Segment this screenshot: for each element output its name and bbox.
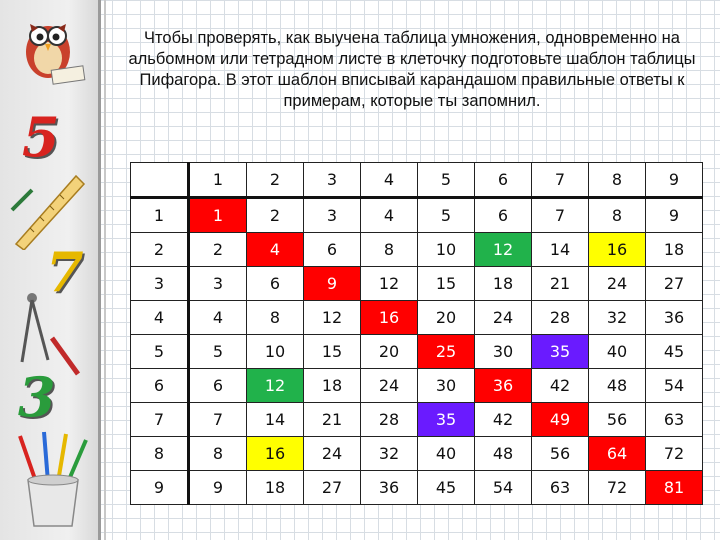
- table-corner-cell: [131, 163, 189, 198]
- product-cell: 14: [532, 233, 589, 267]
- highlighted-product-cell: 1: [189, 198, 247, 233]
- product-cell: 40: [589, 335, 646, 369]
- row-header-cell: 8: [131, 437, 189, 471]
- product-cell: 3: [189, 267, 247, 301]
- product-cell: 42: [475, 403, 532, 437]
- highlighted-product-cell: 16: [247, 437, 304, 471]
- product-cell: 14: [247, 403, 304, 437]
- product-cell: 32: [361, 437, 418, 471]
- product-cell: 18: [475, 267, 532, 301]
- product-cell: 63: [532, 471, 589, 505]
- product-cell: 18: [304, 369, 361, 403]
- table-row: [131, 233, 703, 267]
- column-header-cell: 7: [532, 163, 589, 198]
- column-header-cell: 3: [304, 163, 361, 198]
- number-seven-decoration: 7: [46, 240, 84, 304]
- highlighted-product-cell: 16: [361, 301, 418, 335]
- product-cell: 56: [589, 403, 646, 437]
- product-cell: 8: [189, 437, 247, 471]
- product-cell: 45: [646, 335, 703, 369]
- product-cell: 2: [247, 198, 304, 233]
- product-cell: 18: [247, 471, 304, 505]
- row-header-cell: 4: [131, 301, 189, 335]
- product-cell: 72: [589, 471, 646, 505]
- table-row: [131, 437, 703, 471]
- highlighted-product-cell: 36: [475, 369, 532, 403]
- product-cell: 15: [304, 335, 361, 369]
- table-row: [131, 335, 703, 369]
- product-cell: 8: [589, 198, 646, 233]
- highlighted-product-cell: 25: [418, 335, 475, 369]
- product-cell: 6: [247, 267, 304, 301]
- product-cell: 9: [189, 471, 247, 505]
- product-cell: 72: [646, 437, 703, 471]
- column-header-cell: 8: [589, 163, 646, 198]
- product-cell: 7: [189, 403, 247, 437]
- highlighted-product-cell: 49: [532, 403, 589, 437]
- highlighted-product-cell: 4: [247, 233, 304, 267]
- product-cell: 54: [475, 471, 532, 505]
- product-cell: 20: [361, 335, 418, 369]
- highlighted-product-cell: 9: [304, 267, 361, 301]
- product-cell: 30: [418, 369, 475, 403]
- product-cell: 10: [418, 233, 475, 267]
- instruction-text: Чтобы проверять, как выучена таблица умножения, одновременно на альбомном или тетрадном листе в клеточку подготовьте шаблон таблицы Пифагора. В этот шаблон вписывай карандашом правильные ответы к примерам, которые ты запомнил.: [128, 29, 696, 110]
- product-cell: 6: [475, 198, 532, 233]
- column-header-cell: 5: [418, 163, 475, 198]
- product-cell: 63: [646, 403, 703, 437]
- product-cell: 32: [589, 301, 646, 335]
- product-cell: 36: [361, 471, 418, 505]
- row-header-cell: 5: [131, 335, 189, 369]
- column-header-cell: 4: [361, 163, 418, 198]
- highlighted-product-cell: 35: [532, 335, 589, 369]
- product-cell: 7: [532, 198, 589, 233]
- product-cell: 27: [646, 267, 703, 301]
- product-cell: 2: [189, 233, 247, 267]
- row-header-cell: 9: [131, 471, 189, 505]
- product-cell: 20: [418, 301, 475, 335]
- product-cell: 5: [189, 335, 247, 369]
- product-cell: 30: [475, 335, 532, 369]
- product-cell: 48: [475, 437, 532, 471]
- row-header-cell: 2: [131, 233, 189, 267]
- product-cell: 42: [532, 369, 589, 403]
- column-header-cell: 1: [189, 163, 247, 198]
- row-header-cell: 6: [131, 369, 189, 403]
- product-cell: 40: [418, 437, 475, 471]
- product-cell: 18: [646, 233, 703, 267]
- owl-mascot-icon: [8, 6, 90, 86]
- table-row: [131, 267, 703, 301]
- column-header-cell: 2: [247, 163, 304, 198]
- highlighted-product-cell: 35: [418, 403, 475, 437]
- highlighted-product-cell: 16: [589, 233, 646, 267]
- product-cell: 24: [304, 437, 361, 471]
- highlighted-product-cell: 12: [247, 369, 304, 403]
- product-cell: 15: [418, 267, 475, 301]
- sidebar-divider: [104, 0, 106, 540]
- product-cell: 12: [304, 301, 361, 335]
- ruler-icon: [10, 170, 90, 250]
- pythagoras-multiplication-table: [130, 162, 703, 505]
- highlighted-product-cell: 12: [475, 233, 532, 267]
- product-cell: 3: [304, 198, 361, 233]
- pencil-cup-icon: [14, 430, 94, 530]
- product-cell: 56: [532, 437, 589, 471]
- table-header-row: [131, 163, 703, 198]
- product-cell: 24: [475, 301, 532, 335]
- product-cell: 27: [304, 471, 361, 505]
- product-cell: 24: [589, 267, 646, 301]
- product-cell: 6: [189, 369, 247, 403]
- product-cell: 45: [418, 471, 475, 505]
- table-row: [131, 471, 703, 505]
- product-cell: 24: [361, 369, 418, 403]
- number-three-decoration: 3: [18, 365, 56, 429]
- product-cell: 21: [304, 403, 361, 437]
- product-cell: 9: [646, 198, 703, 233]
- product-cell: 8: [361, 233, 418, 267]
- row-header-cell: 7: [131, 403, 189, 437]
- table-row: [131, 369, 703, 403]
- product-cell: 5: [418, 198, 475, 233]
- column-header-cell: 6: [475, 163, 532, 198]
- highlighted-product-cell: 81: [646, 471, 703, 505]
- product-cell: 6: [304, 233, 361, 267]
- product-cell: 21: [532, 267, 589, 301]
- row-header-cell: 1: [131, 198, 189, 233]
- product-cell: 4: [189, 301, 247, 335]
- product-cell: 28: [361, 403, 418, 437]
- product-cell: 54: [646, 369, 703, 403]
- product-cell: 48: [589, 369, 646, 403]
- table-row: [131, 403, 703, 437]
- highlighted-product-cell: 64: [589, 437, 646, 471]
- product-cell: 36: [646, 301, 703, 335]
- table-row: [131, 301, 703, 335]
- product-cell: 10: [247, 335, 304, 369]
- product-cell: 28: [532, 301, 589, 335]
- product-cell: 4: [361, 198, 418, 233]
- number-five-decoration: 5: [22, 105, 60, 169]
- table-row: [131, 198, 703, 233]
- column-header-cell: 9: [646, 163, 703, 198]
- product-cell: 8: [247, 301, 304, 335]
- row-header-cell: 3: [131, 267, 189, 301]
- product-cell: 12: [361, 267, 418, 301]
